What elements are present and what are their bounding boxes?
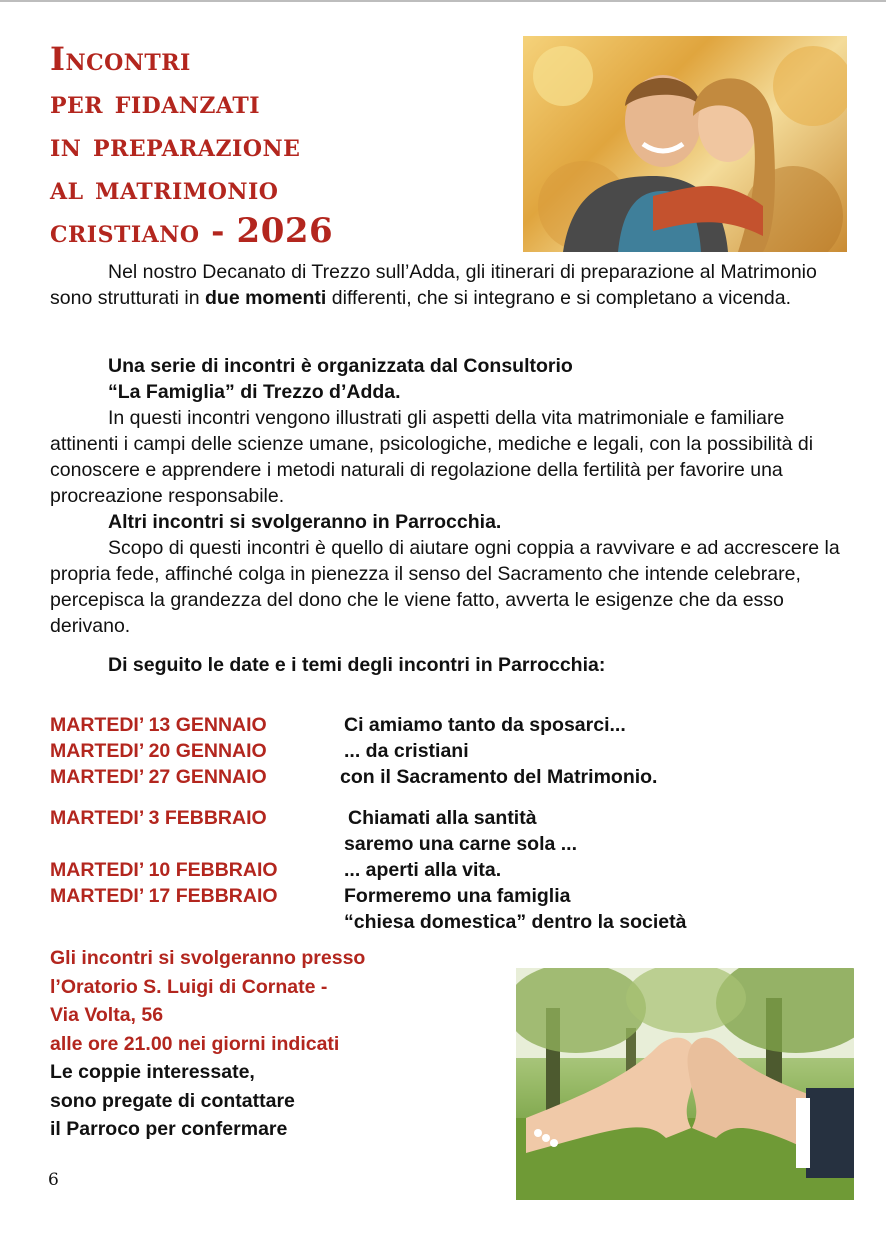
schedule-date: MARTEDI’ 17 FEBBRAIO bbox=[50, 885, 278, 907]
info-location-1: Gli incontri si svolgeranno presso bbox=[50, 947, 366, 969]
meeting-info bbox=[50, 944, 365, 1144]
page-title bbox=[50, 38, 510, 253]
info-address: Via Volta, 56 bbox=[50, 1004, 164, 1026]
schedule-date: MARTEDI’ 3 FEBBRAIO bbox=[50, 807, 267, 829]
intro-paragraph bbox=[50, 259, 850, 311]
schedule-date: MARTEDI’ 20 GENNAIO bbox=[50, 740, 267, 762]
schedule-topic: Formeremo una famiglia bbox=[344, 885, 571, 907]
info-contact-2: sono pregate di contattare bbox=[50, 1089, 295, 1112]
consultorio-heading-2: “La Famiglia” di Trezzo d’Adda. bbox=[108, 381, 401, 403]
title-line-2: per fidanzati bbox=[50, 83, 260, 121]
page-number: 6 bbox=[48, 1170, 59, 1190]
top-border bbox=[0, 0, 886, 2]
title-year: 2026 bbox=[236, 211, 334, 251]
consultorio-paragraph bbox=[50, 405, 850, 509]
schedule-date: MARTEDI’ 10 FEBBRAIO bbox=[50, 859, 278, 881]
consultorio-text: In questi incontri vengono illustrati gli aspetti della vita matrimoniale e familiare attinenti i campi delle scienze umane, psicologiche, mediche e legali, con la possibilità di conoscere e apprendere i metodi naturali di regolazione della fertilità per favorire una procreazione responsabile. bbox=[50, 407, 814, 507]
info-contact-3: il Parroco per confermare bbox=[50, 1118, 288, 1140]
title-line-5-text: cristiano - bbox=[50, 212, 237, 250]
schedule-topic: ... aperti alla vita. bbox=[344, 859, 502, 881]
schedule-date: MARTEDI’ 13 GENNAIO bbox=[50, 714, 267, 736]
info-location-2: l’Oratorio S. Luigi di Cornate - bbox=[50, 975, 328, 998]
schedule-topic: Chiamati alla santità bbox=[348, 807, 537, 829]
couple-illustration bbox=[523, 36, 847, 252]
photo-couple-autumn bbox=[523, 36, 847, 252]
title-line-4: al matrimonio bbox=[50, 169, 279, 207]
info-contact-1: Le coppie interessate, bbox=[50, 1061, 255, 1083]
heart-hands-illustration bbox=[516, 968, 854, 1200]
title-line-1: Incontri bbox=[50, 40, 191, 78]
title-line-5 bbox=[50, 210, 510, 253]
intro-text-2: differenti, che si integrano e si completano a vicenda. bbox=[326, 287, 792, 309]
photo-heart-hands bbox=[516, 968, 854, 1200]
schedule-topic: Ci amiamo tanto da sposarci... bbox=[344, 714, 626, 736]
parrocchia-paragraph bbox=[50, 535, 850, 639]
schedule-topic: “chiesa domestica” dentro la società bbox=[344, 911, 687, 933]
schedule-intro: Di seguito le date e i temi degli incontri in Parrocchia: bbox=[108, 654, 606, 676]
info-time: alle ore 21.00 nei giorni indicati bbox=[50, 1032, 340, 1055]
schedule-topic: con il Sacramento del Matrimonio. bbox=[340, 766, 658, 788]
schedule-topic: saremo una carne sola ... bbox=[344, 833, 578, 855]
schedule-date: MARTEDI’ 27 GENNAIO bbox=[50, 766, 267, 788]
intro-bold: due momenti bbox=[205, 287, 327, 309]
parrocchia-text: Scopo di questi incontri è quello di aiutare ogni coppia a ravvivare e ad accrescere la propria fede, affinché colga in pienezza il senso del Sacramento che intende celebrare, percepisca la grandezza del dono che le viene fatto, avverta le esigenze che da esso derivano. bbox=[50, 537, 840, 637]
parrocchia-heading: Altri incontri si svolgeranno in Parrocchia. bbox=[108, 511, 502, 533]
section-consultorio bbox=[50, 353, 850, 639]
title-line-3: in preparazione bbox=[50, 126, 301, 164]
intro-text-1: Nel nostro Decanato di Trezzo sull’Adda, gli itinerari di preparazione al Matrimonio sono strutturati in bbox=[50, 261, 817, 309]
schedule-topic: ... da cristiani bbox=[344, 740, 469, 762]
consultorio-heading-1: Una serie di incontri è organizzata dal Consultorio bbox=[108, 355, 573, 377]
